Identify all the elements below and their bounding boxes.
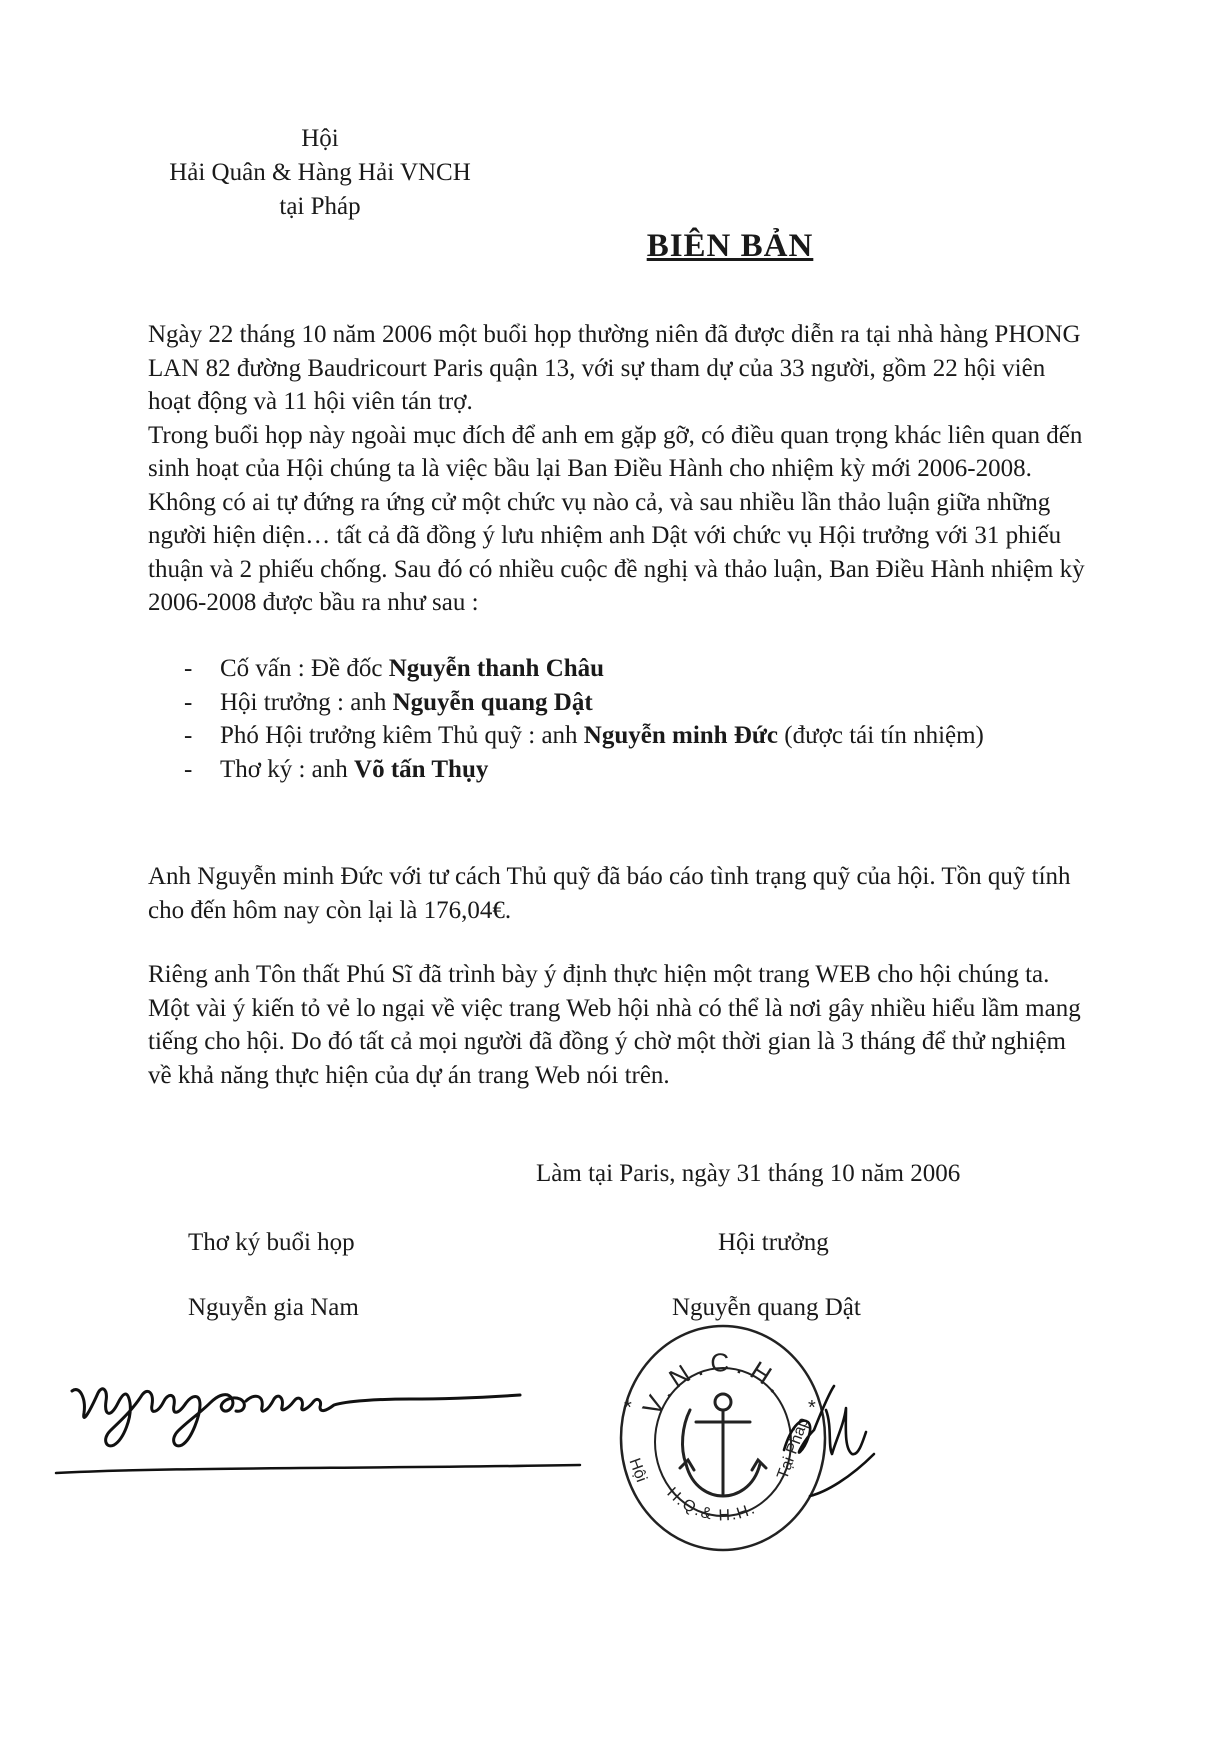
- board-role: Phó Hội trưởng kiêm Thủ quỹ : anh: [220, 722, 584, 749]
- intro-paragraph-2: Trong buổi họp này ngoài mục đích để anh em gặp gỡ, có điều quan trọng khác liên quan đến sinh hoạt của Hội chúng ta là việc bầu lại Ban Điều Hành cho nhiệm kỳ mới 2006-2008.: [148, 421, 1083, 482]
- intro-paragraph-3: Không có ai tự đứng ra ứng cử một chức vụ nào cả, và sau nhiều lần thảo luận giữa những người hiện diện… tất cả đã đồng ý lưu nhiệm anh Dật với chức vụ Hội trưởng với 31 phiếu thuận và 2 phiếu chống. Sau đó có nhiều cuộc đề nghị và thảo luận, Ban Điều Hành nhiệm kỳ 2006-2008 được bầu ra như sau :: [148, 488, 1085, 616]
- board-list: [180, 652, 1080, 786]
- board-member-name: Nguyễn minh Đức: [583, 722, 778, 749]
- place-date: Làm tại Paris, ngày 31 tháng 10 năm 2006: [536, 1160, 961, 1187]
- board-member: [180, 652, 1080, 686]
- board-member-name: Nguyễn quang Dật: [392, 688, 593, 716]
- board-role: Thơ ký : anh: [220, 755, 355, 783]
- seal-top-text: V.N.C.H.: [636, 1347, 796, 1421]
- organization-header: [155, 122, 485, 224]
- president-signature: [770, 1370, 910, 1510]
- board-member: [180, 753, 1080, 787]
- president-name: Nguyễn quang Dật: [672, 1294, 861, 1321]
- star-icon: *: [624, 1397, 632, 1419]
- secretary-role: Thơ ký buổi họp: [188, 1229, 355, 1256]
- secretary-signature: [50, 1355, 590, 1485]
- intro-section: [148, 318, 1088, 620]
- anchor-icon: [680, 1394, 766, 1496]
- board-role: Hội trưởng : anh: [220, 688, 393, 716]
- board-member: [180, 686, 1080, 720]
- seal-left-text: Hội: [625, 1456, 650, 1485]
- treasury-report: Anh Nguyễn minh Đức với tư cách Thủ quỹ đã báo cáo tình trạng quỹ của hội. Tồn quỹ tính cho đến hôm nay còn lại là 176,04€.: [148, 863, 1071, 924]
- website-note: Riêng anh Tôn thất Phú Sĩ đã trình bày ý định thực hiện một trang WEB cho hội chúng ta. Một vài ý kiến tỏ vẻ lo ngại về việc trang Web hội nhà có thể là nơi gây nhiều hiểu lầm mang tiếng cho hội. Do đó tất cả mọi người đã đồng ý chờ một thời gian là 3 tháng để thử nghiệm về khả năng thực hiện của dự án trang Web nói trên.: [148, 961, 1081, 1089]
- header-line-1: Hội: [301, 125, 339, 152]
- president-role: Hội trưởng: [718, 1229, 829, 1256]
- seal-right-text: Tại Pháp: [774, 1415, 813, 1482]
- board-role: Cố vấn : Đề đốc: [220, 655, 389, 682]
- board-member-name: Võ tấn Thụy: [354, 755, 489, 783]
- board-member-name: Nguyễn thanh Châu: [388, 655, 605, 682]
- document-title: BIÊN BẢN: [646, 228, 814, 264]
- seal-bottom-text: H.Q.& H.H.: [663, 1484, 760, 1525]
- intro-paragraph-1: Ngày 22 tháng 10 năm 2006 một buổi họp thường niên đã được diễn ra tại nhà hàng PHONG LAN 82 đường Baudricourt Paris quận 13, với sự tham dự của 33 người, gồm 22 hội viên hoạt động và 11 hội viên tán trợ.: [148, 321, 1081, 415]
- secretary-name: Nguyễn gia Nam: [188, 1294, 359, 1321]
- star-icon: *: [808, 1397, 816, 1419]
- header-line-3: tại Pháp: [279, 193, 361, 220]
- board-note: (được tái tín nhiệm): [778, 722, 984, 749]
- board-member: [180, 719, 1080, 753]
- header-line-2: Hải Quân & Hàng Hải VNCH: [169, 159, 471, 186]
